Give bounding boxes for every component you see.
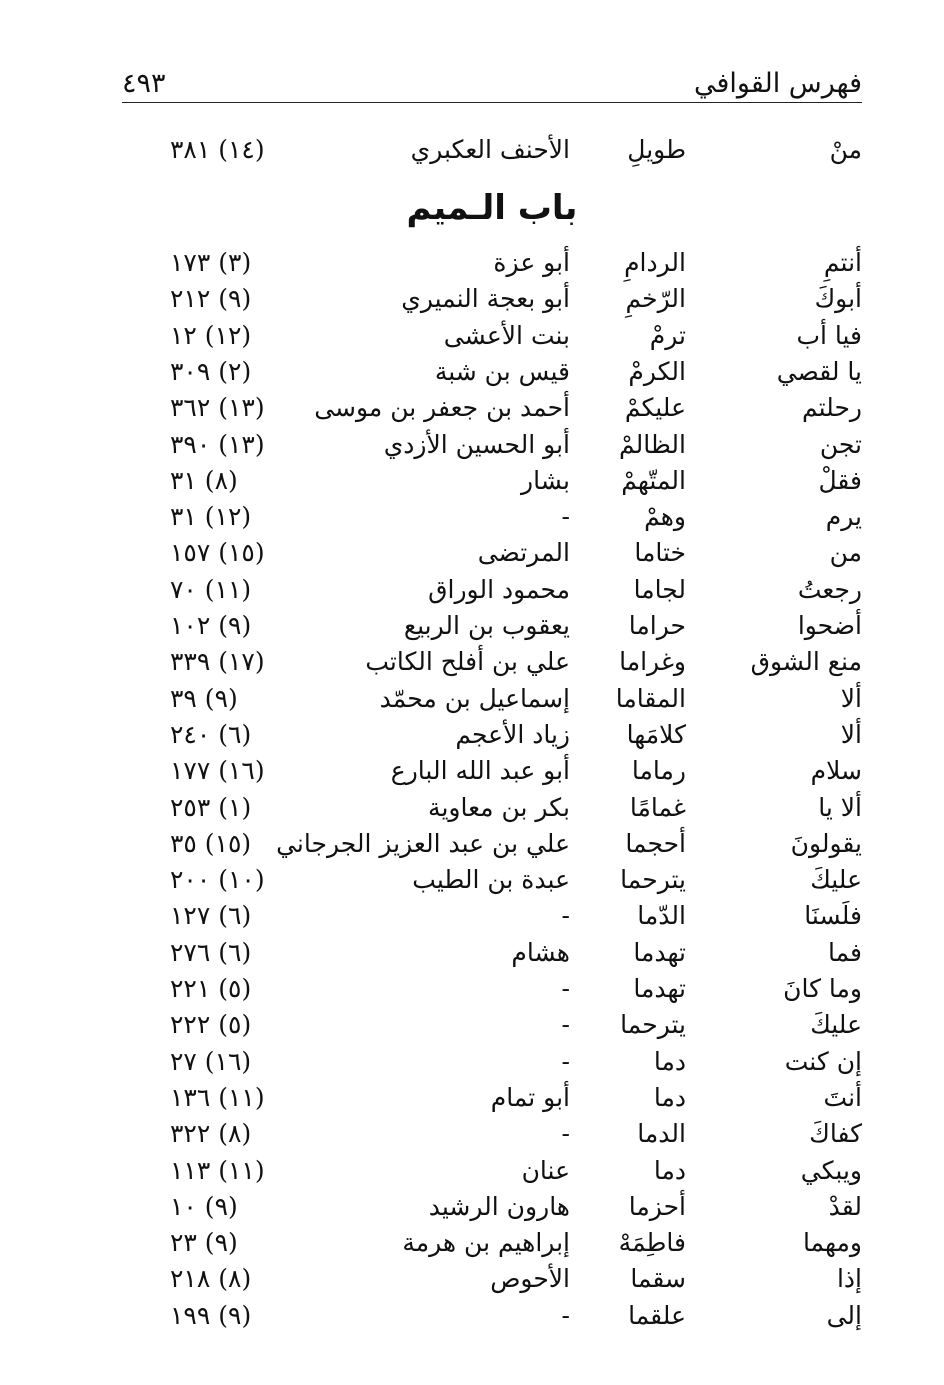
index-row: [122, 608, 862, 644]
rhyme-word: أحزما: [628, 1191, 686, 1221]
rhyme-word: وغراما: [619, 647, 686, 677]
page-reference: (١٦) ١٧٧: [170, 756, 265, 786]
index-row: [122, 717, 862, 753]
page-reference: (٥) ٢٢٢: [170, 1010, 252, 1040]
rhyme-word: يترحما: [620, 865, 686, 895]
index-row: [122, 644, 862, 680]
poet-name: أبو بعجة النميري: [401, 284, 570, 314]
index-row: [122, 1080, 862, 1116]
opening-word: أبوكَ: [814, 284, 862, 314]
page-reference: (١٥) ١٥٧: [170, 538, 265, 568]
rhyme-word: الدّما: [637, 901, 686, 931]
poet-name: الأحنف العكبري: [410, 135, 570, 164]
opening-word: فما: [827, 937, 862, 967]
page-reference: (٥) ٢٢١: [170, 974, 252, 1003]
index-row: [122, 1298, 862, 1334]
rhyme-word: المتّهمْ: [621, 465, 686, 495]
index-row: [122, 281, 862, 317]
index-row: [122, 1007, 862, 1043]
opening-word: إن كنت: [784, 1046, 862, 1076]
poet-name: أبو عزة: [493, 248, 570, 277]
rhyme-word: الدما: [637, 1119, 686, 1149]
opening-word: فيا أب: [796, 320, 862, 350]
opening-word: إلى: [826, 1300, 862, 1330]
opening-word: أنتمِ: [823, 248, 862, 277]
opening-word: يا لقصي: [776, 356, 862, 386]
opening-word: منع الشوق: [750, 647, 862, 677]
page-reference: (٦) ٢٧٦: [170, 937, 252, 967]
opening-word: عليكَ: [810, 1010, 862, 1040]
page-reference: (١٧) ٣٣٩: [170, 647, 265, 677]
opening-word: ألا: [840, 683, 862, 713]
opening-word: كفاكَ: [809, 1119, 862, 1149]
poet-name: هارون الرشيد: [428, 1191, 570, 1221]
poet-name: -: [561, 1300, 570, 1330]
poet-name: علي بن أفلح الكاتب: [365, 647, 570, 677]
index-row: [122, 753, 862, 789]
running-title: فهرس القوافي: [693, 68, 862, 99]
page-reference: (٩) ١٠: [170, 1191, 238, 1221]
poet-name: عنان: [521, 1155, 570, 1185]
rhyme-word: لجاما: [633, 574, 686, 604]
opening-word: يرم: [825, 502, 862, 532]
index-row: [122, 898, 862, 934]
opening-word: من: [829, 538, 862, 568]
rhyme-word: علقما: [628, 1300, 686, 1330]
opening-word: رحلتم: [802, 393, 862, 423]
page-reference: (١٦) ٢٧: [170, 1046, 252, 1076]
index-row: [122, 862, 862, 898]
index-row: [122, 681, 862, 717]
poet-name: يعقوب بن الربيع: [403, 611, 570, 640]
rhyme-word: دما: [653, 1046, 686, 1076]
rhyme-word: الرّخمِ: [625, 284, 686, 314]
poet-name: أحمد بن جعفر بن موسى: [314, 393, 570, 423]
page-reference: (١١) ١١٣: [170, 1155, 265, 1185]
page-reference: (٨) ٣٢٢: [170, 1119, 252, 1149]
index-row: [122, 245, 862, 281]
page-reference: (٣) ١٧٣: [170, 248, 252, 277]
poet-name: بشار: [521, 465, 570, 495]
poet-name: الأحوص: [490, 1264, 570, 1294]
index-row: [122, 971, 862, 1007]
index-row: [122, 1225, 862, 1261]
index-row: [122, 790, 862, 826]
page-reference: (١١) ١٣٦: [170, 1082, 265, 1112]
page-reference: (٩) ١٩٩: [170, 1300, 252, 1330]
poet-name: -: [561, 1119, 570, 1149]
index-row: [122, 1261, 862, 1297]
page-reference: (١٣) ٣٩٠: [170, 429, 265, 459]
rhyme-word: وهمْ: [644, 502, 686, 532]
poet-name: إبراهيم بن هرمة: [402, 1228, 570, 1258]
index-row: [122, 318, 862, 354]
rhyme-word: دما: [653, 1155, 686, 1185]
page-reference: (٨) ٣١: [170, 465, 238, 495]
rhyme-word: فاطِمَهْ: [618, 1228, 686, 1258]
rhyme-word: ترمْ: [649, 320, 686, 350]
opening-word: تجن: [819, 429, 862, 459]
rhyme-word: الردامِ: [624, 248, 686, 277]
header-rule: [122, 102, 862, 103]
rhyme-word: ختاما: [634, 538, 686, 568]
index-row: [122, 427, 862, 463]
rhyme-word: الظالمْ: [619, 429, 686, 459]
page-reference: (١١) ٧٠: [170, 574, 252, 604]
index-row: [122, 499, 862, 535]
page-reference: (١٤) ٣٨١: [170, 135, 265, 164]
index-row: [122, 1044, 862, 1080]
page-reference: (٦) ١٢٧: [170, 901, 252, 931]
poet-name: أبو تمام: [490, 1082, 570, 1112]
poet-name: أبو الحسين الأزدي: [383, 429, 570, 459]
index-row: [122, 354, 862, 390]
rhyme-word: حراما: [628, 611, 686, 640]
poet-name: عبدة بن الطيب: [412, 865, 570, 895]
poet-name: بنت الأعشى: [443, 320, 570, 350]
page-reference: (٩) ٣٩: [170, 683, 238, 713]
rhyme-word: تهدما: [633, 974, 686, 1003]
page-reference: (٢) ٣٠٩: [170, 356, 252, 386]
opening-word: رجعتُ: [797, 574, 862, 604]
poet-name: المرتضى: [477, 538, 570, 568]
poet-name: -: [561, 1046, 570, 1076]
page-header: [122, 58, 862, 102]
page-reference: (٩) ٢١٢: [170, 284, 252, 314]
poet-name: قيس بن شبة: [434, 356, 570, 386]
opening-word: سلام: [810, 756, 862, 786]
opening-word: منْ: [829, 135, 862, 164]
poet-name: علي بن عبد العزيز الجرجاني: [276, 828, 570, 858]
opening-word: فلَسنَا: [804, 901, 862, 931]
opening-word: وما كانَ: [783, 974, 862, 1003]
poet-name: زياد الأعجم: [455, 719, 570, 749]
poet-name: -: [561, 1010, 570, 1040]
page-reference: (١٥) ٣٥: [170, 828, 252, 858]
rhyme-word: كلامَها: [626, 719, 686, 749]
opening-word: أنتَ: [823, 1082, 862, 1112]
rhyme-word: أحجما: [625, 828, 686, 858]
page-number: ٤٩٣: [122, 68, 166, 99]
page-reference: (٩) ٢٣: [170, 1228, 238, 1258]
rhyme-word: دما: [653, 1082, 686, 1112]
page-reference: (١٢) ٣١: [170, 502, 252, 532]
opening-word: إذا: [836, 1264, 862, 1294]
index-row: [122, 1116, 862, 1152]
rhyme-word: غمامًا: [629, 792, 686, 822]
opening-word: يقولونَ: [790, 828, 862, 858]
section-title: باب الـميم: [406, 188, 578, 228]
page-reference: (٩) ١٠٢: [170, 611, 252, 640]
index-row: [122, 390, 862, 426]
page-reference: (١٢) ١٢: [170, 320, 252, 350]
index-row: [122, 572, 862, 608]
rhyme-word: سقما: [630, 1264, 686, 1294]
index-row: [122, 132, 862, 168]
page-reference: (١٠) ٢٠٠: [170, 865, 265, 895]
poet-name: هشام: [511, 937, 570, 967]
opening-word: ومهما: [802, 1228, 862, 1258]
page-reference: (١) ٢٥٣: [170, 792, 252, 822]
index-row: [122, 826, 862, 862]
rhyme-word: تهدما: [633, 937, 686, 967]
opening-word: ألا يا: [818, 792, 862, 822]
poet-name: محمود الوراق: [428, 574, 570, 604]
index-row: [122, 1189, 862, 1225]
poet-name: أبو عبد الله البارع: [390, 756, 570, 786]
poet-name: -: [561, 502, 570, 532]
index-row: [122, 935, 862, 971]
page-reference: (١٣) ٣٦٢: [170, 393, 265, 423]
index-row: [122, 1153, 862, 1189]
opening-word: ويبكي: [800, 1155, 862, 1185]
opening-word: ألا: [840, 719, 862, 749]
rhyme-word: المقاما: [615, 683, 686, 713]
rhyme-word: يترحما: [620, 1010, 686, 1040]
poet-name: -: [561, 901, 570, 931]
index-row: [122, 535, 862, 571]
rhyme-word: الكرمْ: [628, 356, 686, 386]
rhyme-word: رماما: [631, 756, 686, 786]
opening-word: أضحوا: [797, 611, 862, 640]
opening-word: لقدْ: [828, 1191, 862, 1221]
rhyme-word: عليكمْ: [624, 393, 686, 423]
index-row: [122, 463, 862, 499]
page-reference: (٦) ٢٤٠: [170, 719, 252, 749]
poet-name: بكر بن معاوية: [428, 792, 570, 822]
poet-name: إسماعيل بن محمّد: [379, 683, 570, 713]
opening-word: فقلْ: [818, 465, 862, 495]
opening-word: عليكَ: [810, 865, 862, 895]
poet-name: -: [561, 974, 570, 1003]
rhyme-word: طويلِ: [627, 135, 686, 164]
page-reference: (٨) ٢١٨: [170, 1264, 252, 1294]
